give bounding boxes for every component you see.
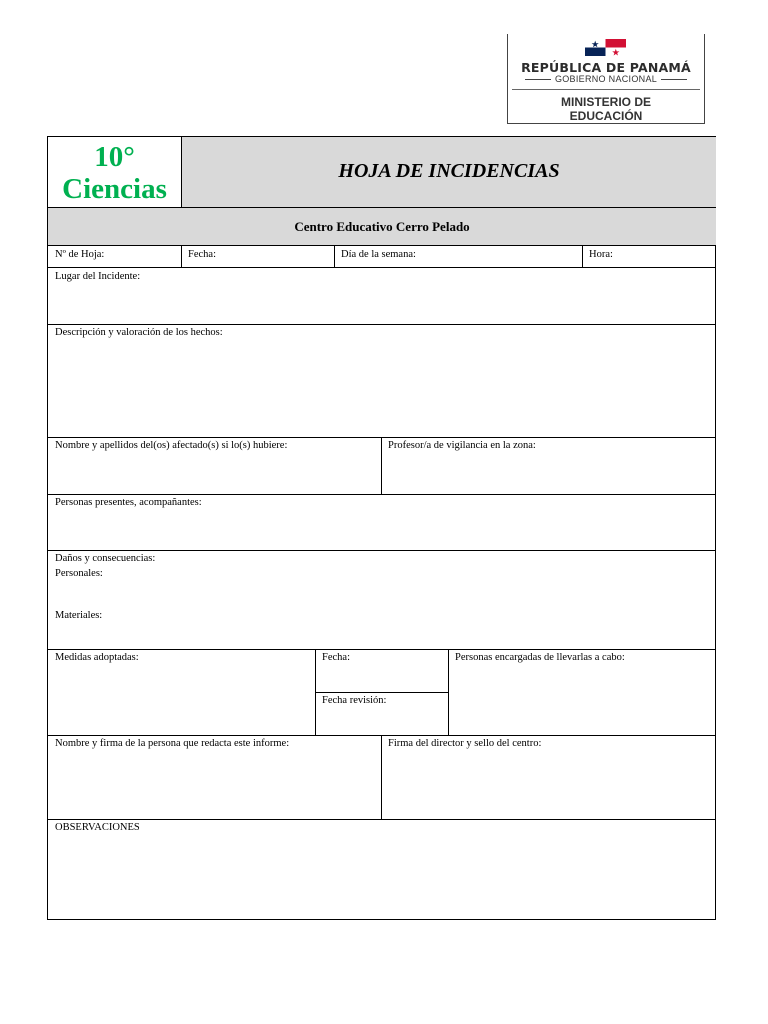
logo-ministry-text: MINISTERIO DE EDUCACIÓN — [560, 95, 651, 123]
logo-country-text: REPÚBLICA DE PANAMÁ — [521, 60, 691, 75]
teacher-label: Profesor/a de vigilancia en la zona: — [388, 440, 536, 451]
measures-label: Medidas adoptadas: — [55, 652, 139, 663]
page-title: HOJA DE INCIDENCIAS — [338, 160, 560, 182]
school-name: Centro Educativo Cerro Pelado — [294, 219, 470, 234]
time-label: Hora: — [589, 249, 613, 260]
location-label: Lugar del Incidente: — [55, 271, 141, 282]
director-signature-label: Firma del director y sello del centro: — [388, 738, 542, 749]
date-label: Fecha: — [188, 249, 216, 260]
grade-label: 10° Ciencias — [62, 141, 167, 205]
present-label: Personas presentes, acompañantes: — [55, 497, 202, 508]
responsible-label: Personas encargadas de llevarlas a cabo: — [455, 652, 625, 663]
logo-divider — [512, 89, 700, 90]
affected-label: Nombre y apellidos del(os) afectado(s) si lo(s) hubiere: — [55, 440, 288, 451]
weekday-label: Día de la semana: — [341, 249, 416, 260]
sheet-number-label: Nº de Hoja: — [55, 249, 105, 260]
logo-government-text: GOBIERNO NACIONAL — [510, 74, 702, 84]
author-label: Nombre y firma de la persona que redacta este informe: — [55, 738, 290, 749]
material-damages-label: Materiales: — [55, 610, 103, 621]
observations-label: OBSERVACIONES — [55, 822, 140, 833]
description-label: Descripción y valoración de los hechos: — [55, 327, 223, 338]
measures-date-label: Fecha: — [322, 652, 350, 663]
damages-label: Daños y consecuencias: — [55, 553, 156, 564]
review-date-label: Fecha revisión: — [322, 695, 387, 706]
incident-form — [47, 136, 716, 920]
panama-flag-icon — [585, 39, 626, 56]
personal-damages-label: Personales: — [55, 568, 103, 579]
